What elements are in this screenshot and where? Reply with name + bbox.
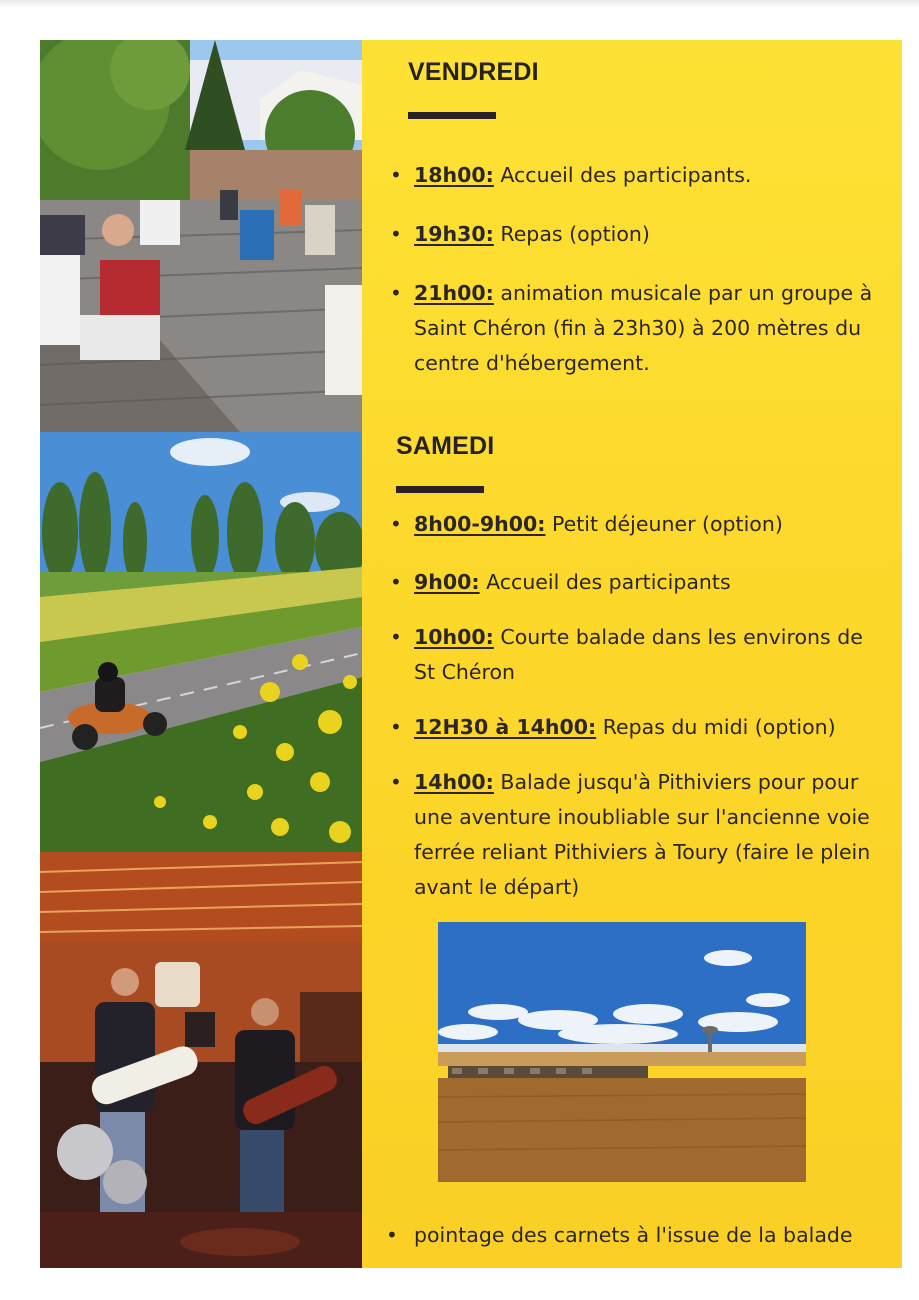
program-panel (362, 40, 902, 1268)
time-label: 12H30 à 14h00: (414, 715, 597, 739)
item-description: Petit déjeuner (option) (545, 512, 783, 536)
train-field-photo (438, 922, 806, 1182)
item-description: Balade jusqu'à Pithiviers pour pour une aventure inoubliable sur l'ancienne voie ferrée reliant Pithiviers à Toury (faire le plein avant le départ) (414, 770, 871, 899)
bullet-glyph: • (390, 770, 402, 794)
bullet-glyph: • (386, 1223, 398, 1247)
time-label: 14h00: (414, 770, 494, 794)
time-label: 9h00: (414, 570, 480, 594)
item-description: Accueil des participants. (493, 163, 752, 187)
road-photo (40, 432, 362, 852)
item-description: Repas du midi (option) (596, 715, 836, 739)
bullet-glyph: • (390, 715, 402, 739)
time-label: 10h00: (414, 625, 494, 649)
footer-description: pointage des carnets à l'issue de la balade (414, 1223, 853, 1247)
band-photo (40, 852, 362, 1268)
time-label: 21h00: (414, 281, 494, 305)
saturday-heading: SAMEDI (396, 432, 495, 460)
friday-heading: VENDREDI (408, 58, 539, 86)
bullet-glyph: • (390, 222, 402, 246)
photo-column (40, 40, 362, 1268)
terrace-photo (40, 40, 362, 432)
bullet-glyph: • (390, 281, 402, 305)
bullet-glyph: • (390, 512, 402, 536)
time-label: 8h00-9h00: (414, 512, 546, 536)
bullet-glyph: • (390, 570, 402, 594)
bullet-glyph: • (390, 163, 402, 187)
page-edge (0, 0, 919, 8)
item-description: animation musicale par un groupe à Saint Chéron (fin à 23h30) à 200 mètres du centre d'hébergement. (414, 281, 873, 375)
bullet-glyph: • (390, 625, 402, 649)
saturday-heading-underline (396, 486, 484, 493)
item-description: Accueil des participants (479, 570, 731, 594)
time-label: 19h30: (414, 222, 494, 246)
time-label: 18h00: (414, 163, 494, 187)
item-description: Courte balade dans les environs de St Chéron (414, 625, 863, 684)
friday-heading-underline (408, 112, 496, 119)
item-description: Repas (option) (493, 222, 650, 246)
